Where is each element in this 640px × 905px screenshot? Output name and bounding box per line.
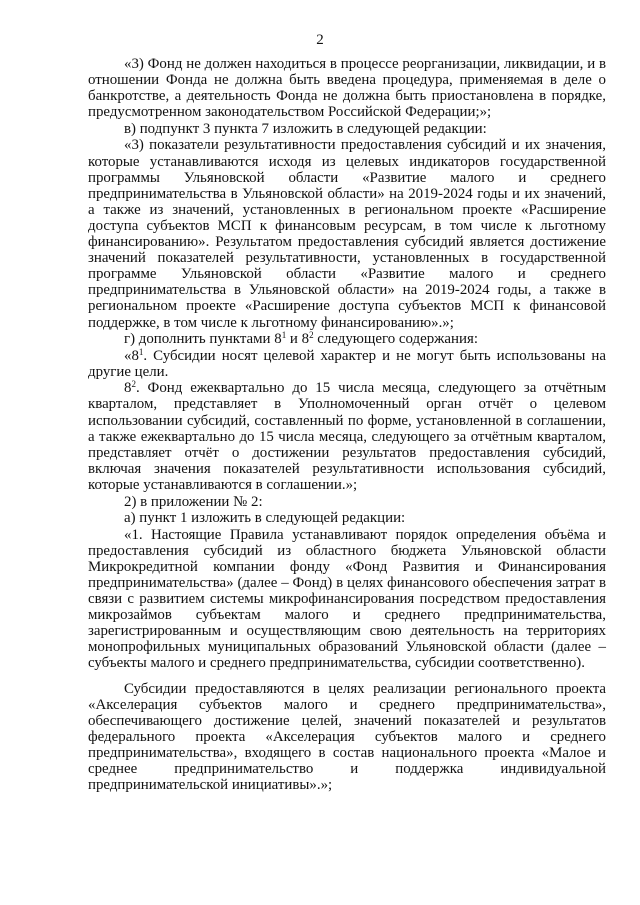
paragraph-appendix-2: 2) в приложении № 2: xyxy=(124,493,263,510)
point-8-1-number: «8 xyxy=(124,347,139,364)
point-8-1-text: . Субсидии носят целевой характер и не могут быть использованы на другие цели. xyxy=(88,347,606,380)
paragraph-add-points xyxy=(88,331,606,347)
paragraph-amend-subpoint-3: в) подпункт 3 пункта 7 изложить в следующей редакции: xyxy=(124,120,487,137)
point-8-2-text: . Фонд ежеквартально до 15 числа месяца, следующего за отчётным кварталом, представляет в Уполномоченный орган отчёт о целевом использовании субсидий, составленный по форме, установленной в соглашении, а также ежеквартально до 15 числа месяца, следующего за отчётным кварталом, представляет отчёт о достижении результатов предоставления субсидий, включая значения показателей результативности использования субсидий, которые устанавливаются в соглашении.»; xyxy=(88,380,606,493)
document-body xyxy=(88,56,606,793)
paragraph-subsidy-goals: Субсидии предоставляются в целях реализации регионального проекта «Акселерация субъектов малого и среднего предпринимательства», обеспечивающего достижение целей, значений показателей и результатов федерального проекта «Акселерация субъектов малого и среднего предпринимательства», входящего в состав национального проекта «Малое и среднее предпринимательство и поддержка индивидуальной предпринимательской инициативы».»; xyxy=(88,680,606,794)
point-8-2-superscript: 2 xyxy=(131,379,136,390)
paragraph-performance-indicators: «3) показатели результативности предоставления субсидий и их значения, которые устанавливаются исходя из целевых индикаторов государственной программы Ульяновской области «Развитие малого и среднего предпринимательства в Ульяновской области» на 2019-2024 годы и их значений, а также из значений, установленных в региональном проекте «Расширение доступа субъектов МСП к финансовым ресурсам, в том числе к льготному финансированию». Результатом предоставления субсидий является достижение значений показателей результативности, установленных в государственной программе Ульяновской области «Развитие малого и среднего предпринимательства в Ульяновской области» на 2019-2024 годы, а также в региональном проекте «Расширение доступа субъектов МСП к финансовой поддержке, в том числе к льготному финансированию».»; xyxy=(88,137,606,331)
paragraph-point-8-2 xyxy=(88,380,606,493)
page-number: 2 xyxy=(316,32,324,48)
superscript-1: 1 xyxy=(281,330,287,341)
superscript-2: 2 xyxy=(309,330,314,341)
paragraph-rules-point-1: «1. Настоящие Правила устанавливают порядок определения объёма и предоставления субсидий из областного бюджета Ульяновской области Микрокредитной компании фонду «Фонд Развития и Финансирования предпринимательства» (далее – Фонд) в целях финансового обеспечения затрат в связи с развитием системы микрофинансирования посредством предоставления микрозаймов субъектам малого и среднего предпринимательства, зарегистрированным и осуществляющим свою деятельность на территориях монопрофильных муниципальных образований Ульяновской области (далее – субъекты малого и среднего предпринимательства, субсидии соответственно). xyxy=(88,526,606,672)
add-points-text-a: г) дополнить пунктами 8 xyxy=(124,331,282,348)
paragraph-point-8-1 xyxy=(88,348,606,380)
add-points-text-b: и 8 xyxy=(286,331,310,348)
paragraph-fund-requirements: «3) Фонд не должен находиться в процессе реорганизации, ликвидации, и в отношении Фонда не должна быть введена процедура, применяемая в деле о банкротстве, а деятельность Фонда не должна быть приостановлена в порядке, предусмотренном законодательством Российской Федерации;»; xyxy=(88,56,606,121)
point-8-2-number: 8 xyxy=(124,380,132,397)
paragraph-amend-point-1: а) пункт 1 изложить в следующей редакции: xyxy=(124,510,406,527)
add-points-text-c: следующего содержания: xyxy=(313,331,478,348)
point-8-1-superscript: 1 xyxy=(138,346,144,357)
